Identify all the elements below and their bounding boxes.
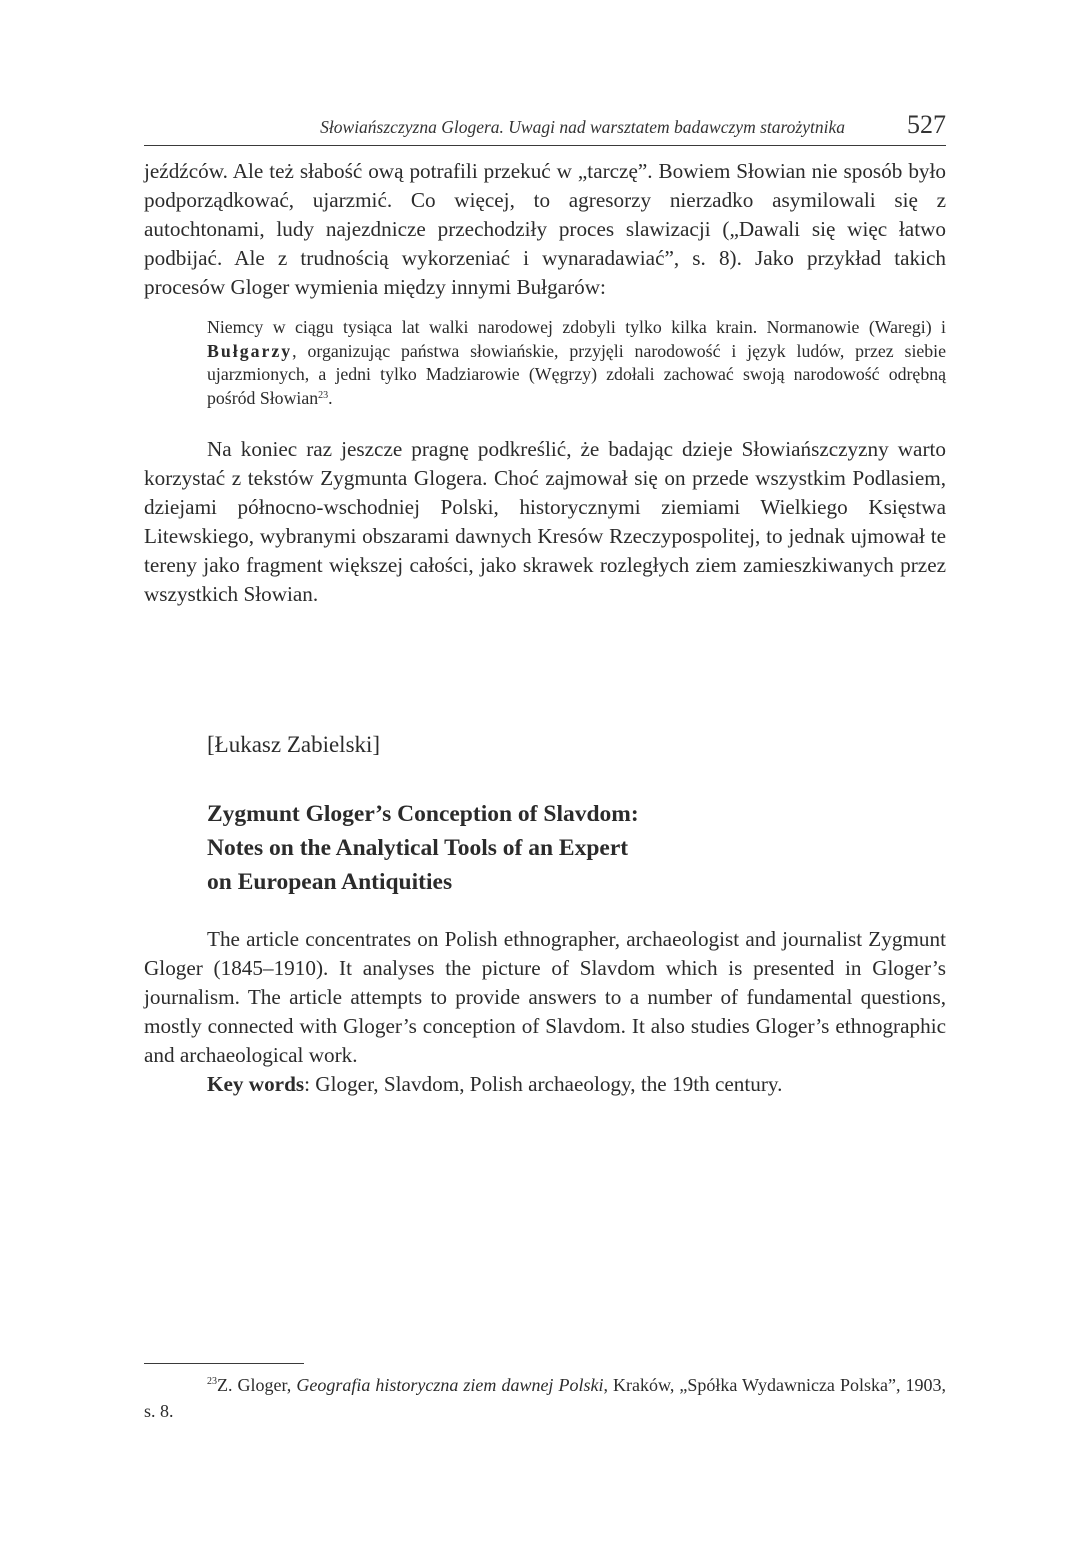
paragraph-1: jeźdźców. Ale też słabość ową potrafili przekuć w „tarczę”. Bowiem Słowian nie sposób było podporządkować, ujarzmić. Co więcej, to agresorzy nierzadko asymilowali się z autochtonami, ludy najezdnicze przechodziły proces slawizacji („Dawali się więc łatwo podbijać. Ale z trudnością wykorzeniać i wynaradawiać”, s. 8). Jako przykład takich procesów Gloger wymienia między innymi Bułgarów: [144, 159, 946, 299]
running-title: Słowiańszczyzna Glogera. Uwagi nad warsztatem badawczym starożytnika [320, 117, 845, 137]
page-number: 527 [907, 110, 946, 139]
running-header [144, 110, 946, 146]
block-quote [207, 316, 946, 410]
summary-abstract: The article concentrates on Polish ethnographer, archaeologist and journalist Zygmunt Gloger (1845–1910). It analyses the picture of Slavdom which is presented in Gloger’s journalism. The article attempts to provide answers to a number of fundamental questions, mostly connected with Gloger’s conception of Slavdom. It also studies Gloger’s ethnographic and archaeological work. [144, 927, 946, 1067]
paragraph-continued [144, 157, 946, 302]
summary-author: [Łukasz Zabielski] [207, 732, 381, 757]
footnote-number: 23 [207, 1376, 217, 1387]
footnote-rest: , Kraków, „Spółka Wydawnicza Polska”, 1903, s. 8. [144, 1375, 946, 1421]
footnote [144, 1372, 946, 1424]
summary-title-line: Zygmunt Gloger’s Conception of Slavdom: [207, 801, 639, 827]
summary-abstract-block [144, 925, 946, 1099]
footnote-reference[interactable]: 23 [318, 389, 329, 401]
quote-text-before: Niemcy w ciągu tysiąca lat walki narodowej zdobyli tylko kilka krain. Normanowie (Waregi) i [207, 317, 946, 337]
quote-end: . [328, 387, 333, 408]
summary-title-line: on European Antiquities [207, 869, 453, 895]
footnote-book-title: Geografia historyczna ziem dawnej Polski [296, 1375, 604, 1395]
closing-paragraph-block [144, 435, 946, 609]
footnote-separator [144, 1363, 304, 1364]
keywords-label: Key words [207, 1072, 305, 1096]
quote-text-after: , organizując państwa słowiańskie, przyjęli narodowość i język ludów, przez siebie ujarzmionych, a jedni tylko Madziarowie (Węgrzy) zdołali zachować swoją narodowość odrębną pośród Słowian [207, 340, 946, 408]
keywords-text: : Gloger, Slavdom, Polish archaeology, the 19th century. [304, 1072, 783, 1096]
quote-emphasis: Bułgarzy [207, 340, 293, 361]
keywords-line [144, 1070, 946, 1099]
footnote-author: Z. Gloger, [217, 1375, 297, 1395]
paragraph-2: Na koniec raz jeszcze pragnę podkreślić, że badając dzieje Słowiańszczyzny warto korzystać z tekstów Zygmunta Glogera. Choć zajmował się on przede wszystkim Podlasiem, dziejami północno-wschodniej Polski, historycznymi ziemiami Wielkiego Księstwa Litewskiego, wybranymi obszarami dawnych Kresów Rzeczypospolitej, to jednak ujmował te tereny jako fragment większej całości, jako skrawek rozległych ziem zamieszkiwanych przez wszystkich Słowian. [144, 437, 946, 606]
summary-title-line: Notes on the Analytical Tools of an Expert [207, 835, 629, 861]
summary-title [207, 797, 907, 899]
